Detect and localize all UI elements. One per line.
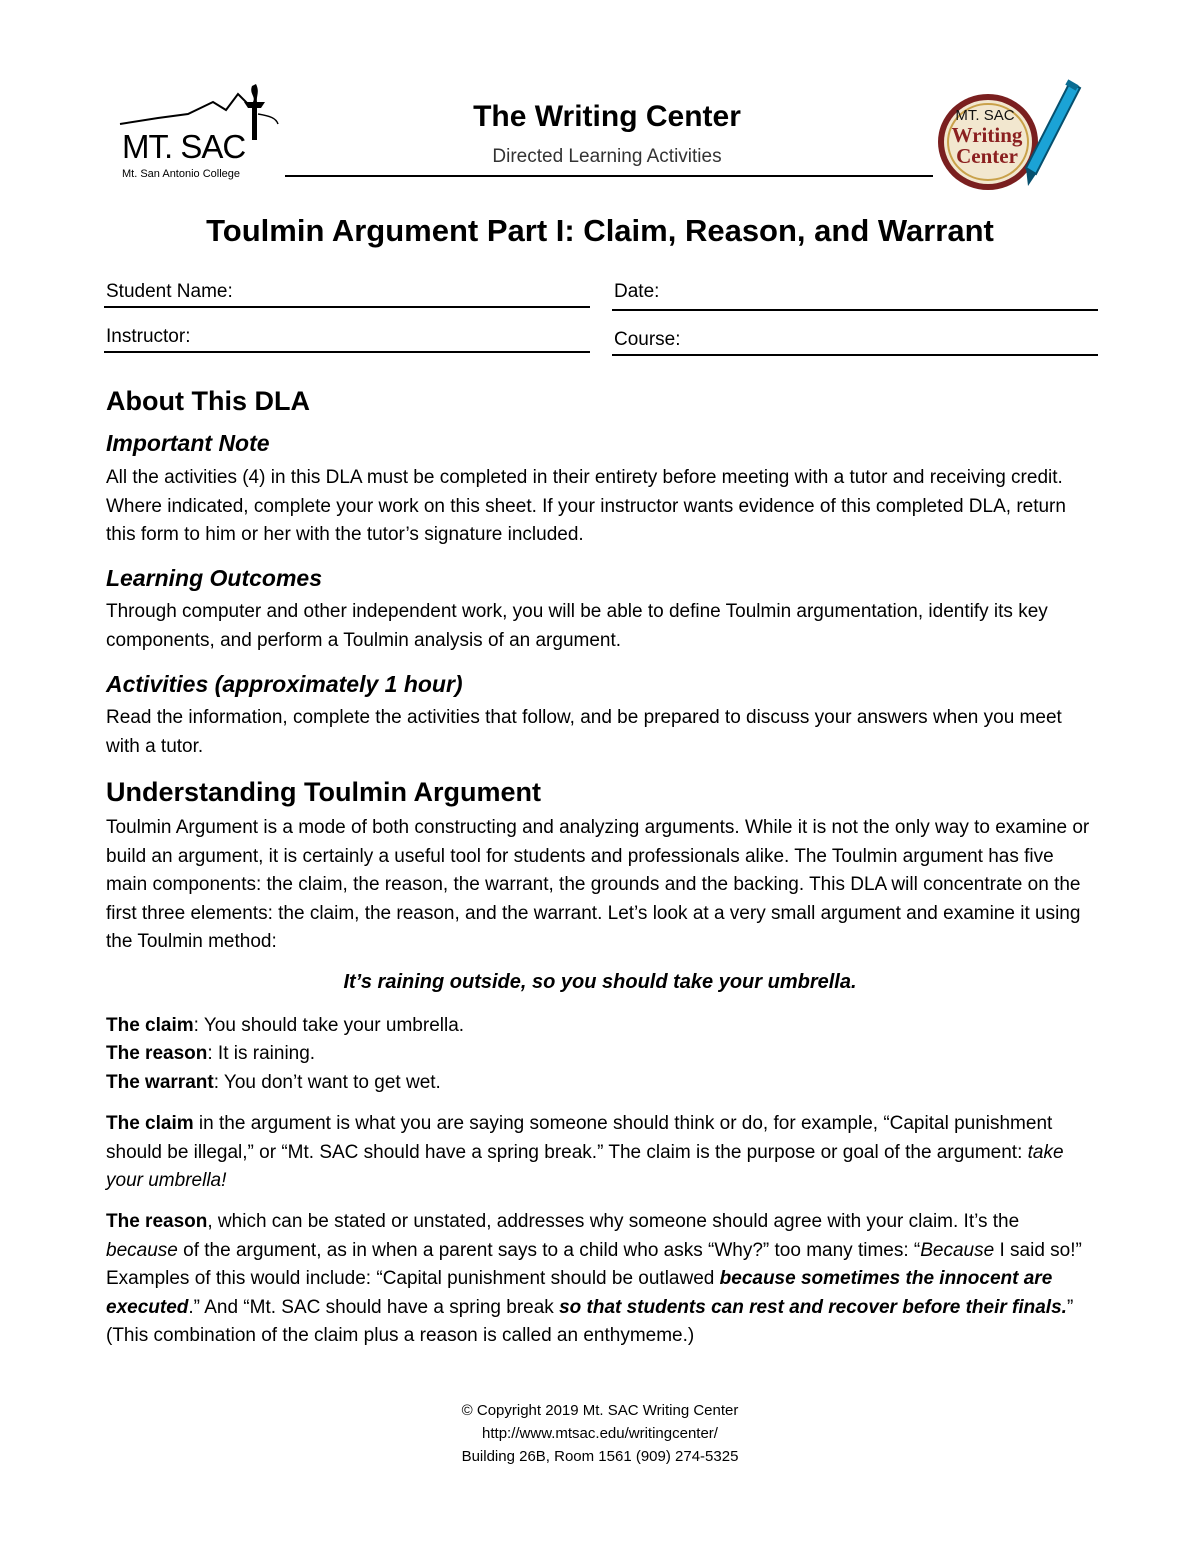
learning-outcomes-heading: Learning Outcomes [106,565,322,591]
instructor-label: Instructor: [106,326,191,347]
claim-label: The claim [106,1015,194,1036]
claim-value: : You should take your umbrella. [193,1015,465,1036]
warrant-value: : You don’t want to get wet. [213,1072,441,1093]
understanding-heading: Understanding Toulmin Argument [106,777,541,807]
warrant-label: The warrant [106,1072,214,1093]
student-name-label: Student Name: [106,281,233,302]
mtsac-logo-subtitle: Mt. San Antonio College [122,168,241,180]
important-note-text: All the activities (4) in this DLA must be completed in their entirety before meeting with a tutor and receiving credit. Where indicated, complete your work on this sheet. If your instructor wants evidence of this completed DLA, return this form to him or her with the tutor’s signature included. [106,467,1066,545]
activities-heading: Activities (approximately 1 hour) [106,671,463,697]
footer-copyright: © Copyright 2019 Mt. SAC Writing Center [461,1402,739,1419]
badge-line-2: Writing [951,123,1023,147]
reason-value: : It is raining. [207,1043,316,1064]
header-title-text: The Writing Center [473,100,741,133]
reason-line [106,1040,1096,1069]
writing-center-logo [930,78,1085,196]
understanding-intro: Toulmin Argument is a mode of both constructing and analyzing arguments. While it is not the only way to examine or build an argument, it is certainly a useful tool for students and professionals alike. The Toulmin argument has five main components: the claim, the reason, the warrant, the grounds and the backing. This DLA will concentrate on the first three elements: the claim, the reason, and the warrant. Let’s look at a very small argument and examine it using the Toulmin method: [106,817,1090,952]
reason-para-t4: .” And “Mt. SAC should have a spring break [188,1296,560,1318]
mtsac-logo-text: MT. SAC [122,128,246,165]
date-label: Date: [614,281,660,302]
student-name-field[interactable] [104,306,590,308]
header-divider [285,175,933,177]
badge-line-3: Center [956,144,1018,168]
date-field[interactable] [612,309,1098,311]
header-subtitle-text: Directed Learning Activities [492,146,722,167]
instructor-field[interactable] [104,351,590,353]
reason-para-i2: Because [920,1239,995,1261]
reason-para-t2: of the argument, as in when a parent says to a child who asks “Why?” too many times: “ [177,1239,921,1261]
claim-para-lead: The claim [106,1113,194,1134]
reason-para-t3: I said so!” Examples of this would include: “Capital punishment should be outlawed [106,1239,1082,1289]
important-note-heading: Important Note [106,430,270,456]
reason-para-bi2: so that students can rest and recover before their finals. [559,1296,1067,1318]
reason-para-bi1: because sometimes the innocent are executed [106,1268,1053,1318]
claim-paragraph [106,1110,1096,1196]
about-heading: About This DLA [106,386,310,416]
reason-para-lead: The reason [106,1211,208,1232]
footer [0,1399,1200,1468]
document-title: Toulmin Argument Part I: Claim, Reason, and Warrant [206,213,994,248]
reason-label: The reason [106,1043,208,1064]
reason-paragraph [106,1208,1096,1351]
reason-para-t5: ” (This combination of the claim plus a reason is called an enthymeme.) [106,1296,1074,1346]
learning-outcomes-text: Through computer and other independent work, you will be able to define Toulmin argumentation, identify its key components, and perform a Toulmin analysis of an argument. [106,601,1048,651]
activities-text: Read the information, complete the activities that follow, and be prepared to discuss your answers when you meet with a tutor. [106,707,1062,757]
claim-para-italic: take your umbrella! [106,1141,1064,1191]
course-field[interactable] [612,354,1098,356]
footer-address: Building 26B, Room 1561 (909) 274-5325 [461,1448,739,1465]
reason-para-t1: , which can be stated or unstated, addresses why someone should agree with your claim. It’s the [207,1211,1020,1232]
warrant-line [106,1069,1096,1098]
badge-line-1: MT. SAC [955,107,1015,124]
course-label: Course: [614,329,681,350]
claim-line [106,1012,1096,1041]
writing-center-badge-icon [930,78,1085,196]
claim-para-text: in the argument is what you are saying someone should think or do, for example, “Capital punishment should be illegal,” or “Mt. SAC should have a spring break.” The claim is the purpose or goal of the argument: [106,1113,1053,1163]
reason-para-i1: because [106,1239,178,1261]
example-argument: It’s raining outside, so you should take your umbrella. [343,971,857,993]
footer-url[interactable]: http://www.mtsac.edu/writingcenter/ [482,1425,718,1442]
